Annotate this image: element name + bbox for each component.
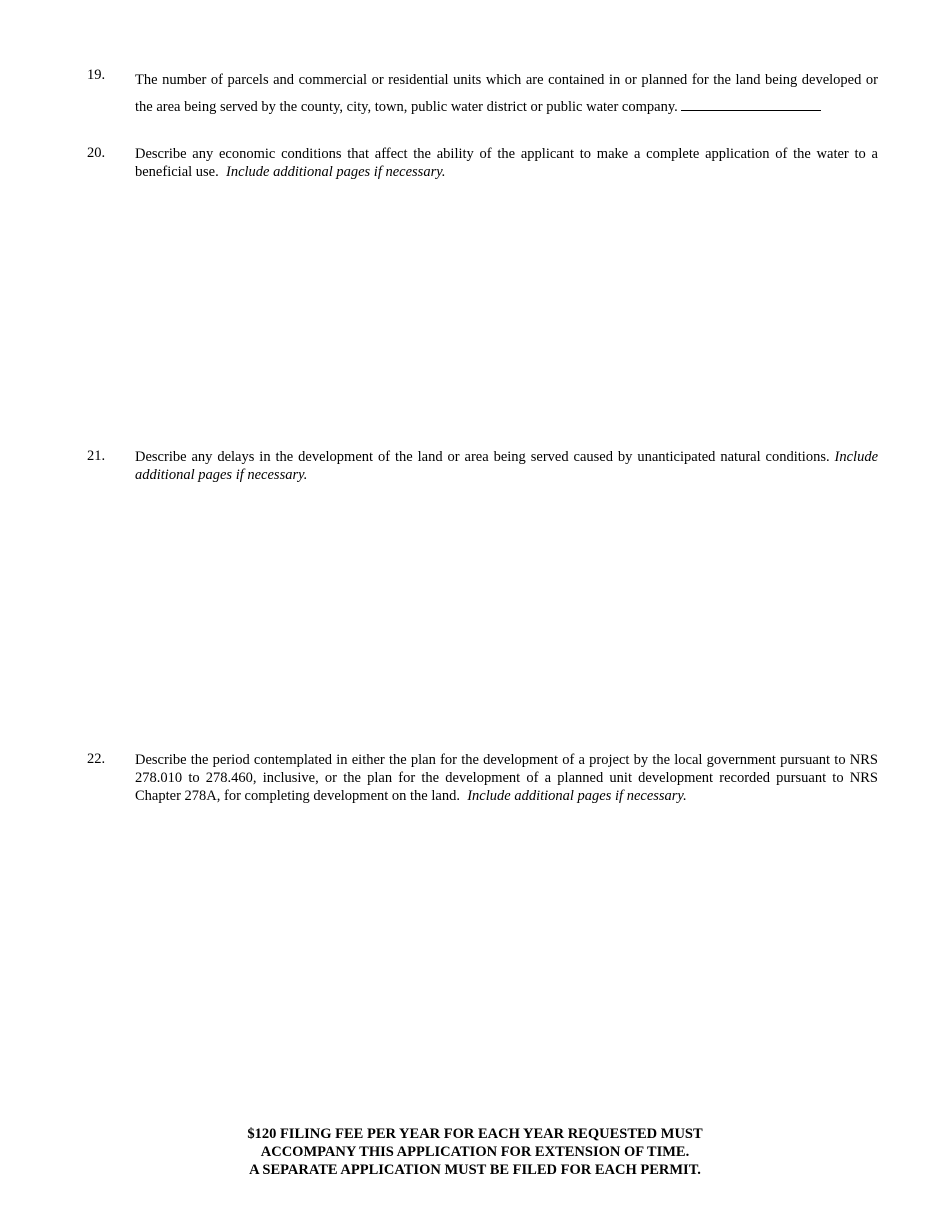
question-22	[87, 751, 878, 805]
notice-line-2: ACCOMPANY THIS APPLICATION FOR EXTENSION OF TIME.	[260, 1144, 690, 1160]
question-note: Include additional pages if necessary.	[135, 449, 879, 483]
question-number: 22.	[87, 751, 106, 767]
question-21	[87, 448, 878, 484]
question-text: Describe any delays in the development of the land or area being served caused by unanticipated natural conditions.	[135, 449, 830, 465]
answer-blank-line[interactable]	[681, 98, 821, 111]
question-text: The number of parcels and commercial or residential units which are contained in or planned for the land being developed or the area being served by the county, city, town, public water district or public water company.	[135, 72, 878, 115]
question-note: Include additional pages if necessary.	[467, 788, 687, 804]
filing-fee-notice	[0, 1125, 950, 1179]
question-20	[87, 145, 878, 181]
question-text: Describe any economic conditions that affect the ability of the applicant to make a complete application of the water to a beneficial use.	[135, 146, 878, 180]
question-text: Describe the period contemplated in either the plan for the development of a project by the local government pursuant to NRS 278.010 to 278.460, inclusive, or the plan for the development of a planned unit development recorded pursuant to NRS Chapter 278A, for completing development on the land.	[135, 752, 878, 804]
notice-line-3: A SEPARATE APPLICATION MUST BE FILED FOR EACH PERMIT.	[249, 1162, 701, 1178]
question-number: 21.	[87, 448, 106, 464]
question-19	[87, 67, 878, 121]
question-note: Include additional pages if necessary.	[226, 164, 446, 180]
question-number: 19.	[87, 67, 106, 83]
question-number: 20.	[87, 145, 106, 161]
notice-line-1: $120 FILING FEE PER YEAR FOR EACH YEAR REQUESTED MUST	[247, 1126, 703, 1142]
